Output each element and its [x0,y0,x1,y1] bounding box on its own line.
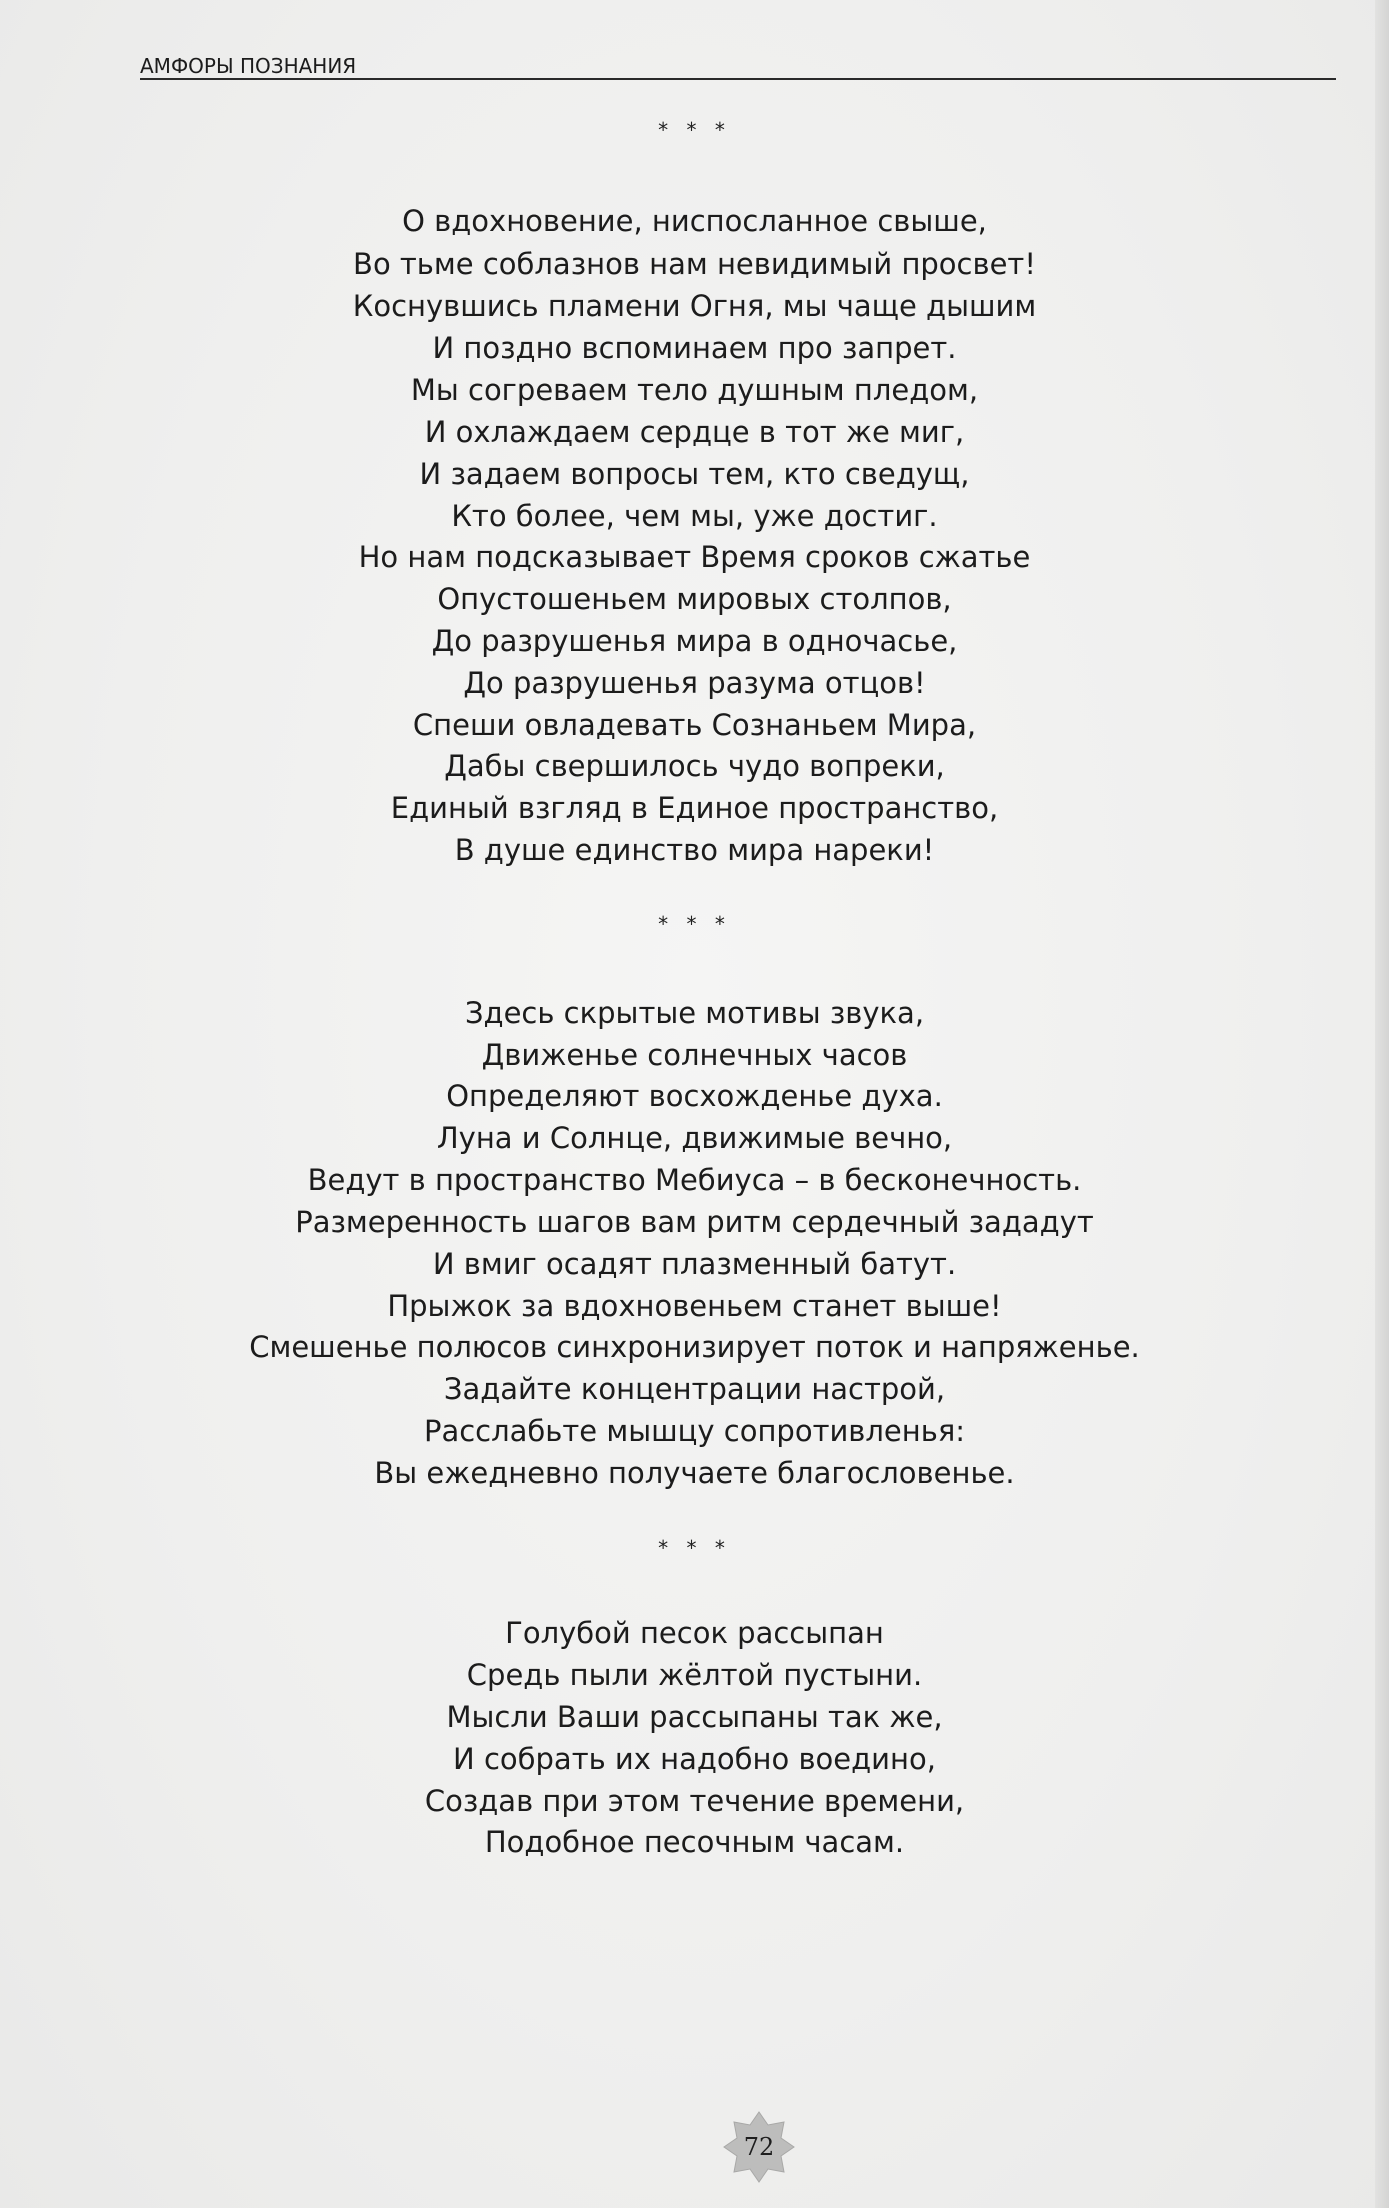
poem-line: Средь пыли жёлтой пустыни. [466,1658,923,1692]
poem-line: Дабы свершилось чудо вопреки, [444,749,945,783]
section-separator: * * * [658,1536,731,1560]
poem-line: Прыжок за вдохновеньем станет выше! [387,1289,1002,1323]
poem-line: И поздно вспоминаем про запрет. [432,331,957,365]
poem-line: И собрать их надобно воедино, [453,1742,936,1776]
section-separator: * * * [658,912,731,936]
poem-line: Во тьме соблазнов нам невидимый просвет! [353,247,1036,281]
running-head: АМФОРЫ ПОЗНАНИЯ [140,54,357,78]
poem-line: Задайте концентрации настрой, [443,1372,946,1406]
poem-line: Мысли Ваши рассыпаны так же, [446,1700,943,1734]
poem-line: Мы согреваем тело душным пледом, [410,373,979,407]
section-separator: * * * [658,118,731,142]
poem-line: Движенье солнечных часов [481,1038,908,1072]
poem-line: В душе единство мира нареки! [454,833,935,867]
poem-line: Голубой песок рассыпан [505,1616,884,1650]
poem-line: До разрушенья разума отцов! [463,666,926,700]
poem-line: И охлаждаем сердце в тот же миг, [424,415,965,449]
poem-line: Луна и Солнце, движимые вечно, [436,1121,953,1155]
poem-line: Определяют восхожденье духа. [446,1079,943,1113]
poem-line: О вдохновение, ниспосланное свыше, [402,204,987,238]
poem-line: Вы ежедневно получаете благословенье. [374,1456,1015,1490]
poem-line: Подобное песочным часам. [484,1825,905,1859]
page-number-ornament [722,2110,796,2184]
poem-line: Ведут в пространство Мебиуса – в бесконечность. [307,1163,1082,1197]
poem-line: До разрушенья мира в одночасье, [431,624,958,658]
header-rule [140,78,1336,80]
poem-line: Создав при этом течение времени, [424,1784,965,1818]
page-number: 72 [743,2133,775,2161]
poem-line: И вмиг осадят плазменный батут. [432,1247,957,1281]
poem-line: Здесь скрытые мотивы звука, [464,996,925,1030]
poem-line: Смешенье полюсов синхронизирует поток и напряженье. [249,1330,1140,1364]
poem-line: Опустошеньем мировых столпов, [437,582,952,616]
poem-line: Коснувшись пламени Огня, мы чаще дышим [352,289,1037,323]
poem-line: Спеши овладевать Сознаньем Мира, [412,708,977,742]
poem-line: Кто более, чем мы, уже достиг. [451,499,938,533]
poem-line: Размеренность шагов вам ритм сердечный зададут [295,1205,1094,1239]
poem-line: Расслабьте мышцу сопротивленья: [423,1414,966,1448]
poem-line: И задаем вопросы тем, кто сведущ, [419,457,970,491]
poem-line: Но нам подсказывает Время сроков сжатье [358,540,1031,574]
poem-line: Единый взгляд в Единое пространство, [390,791,999,825]
